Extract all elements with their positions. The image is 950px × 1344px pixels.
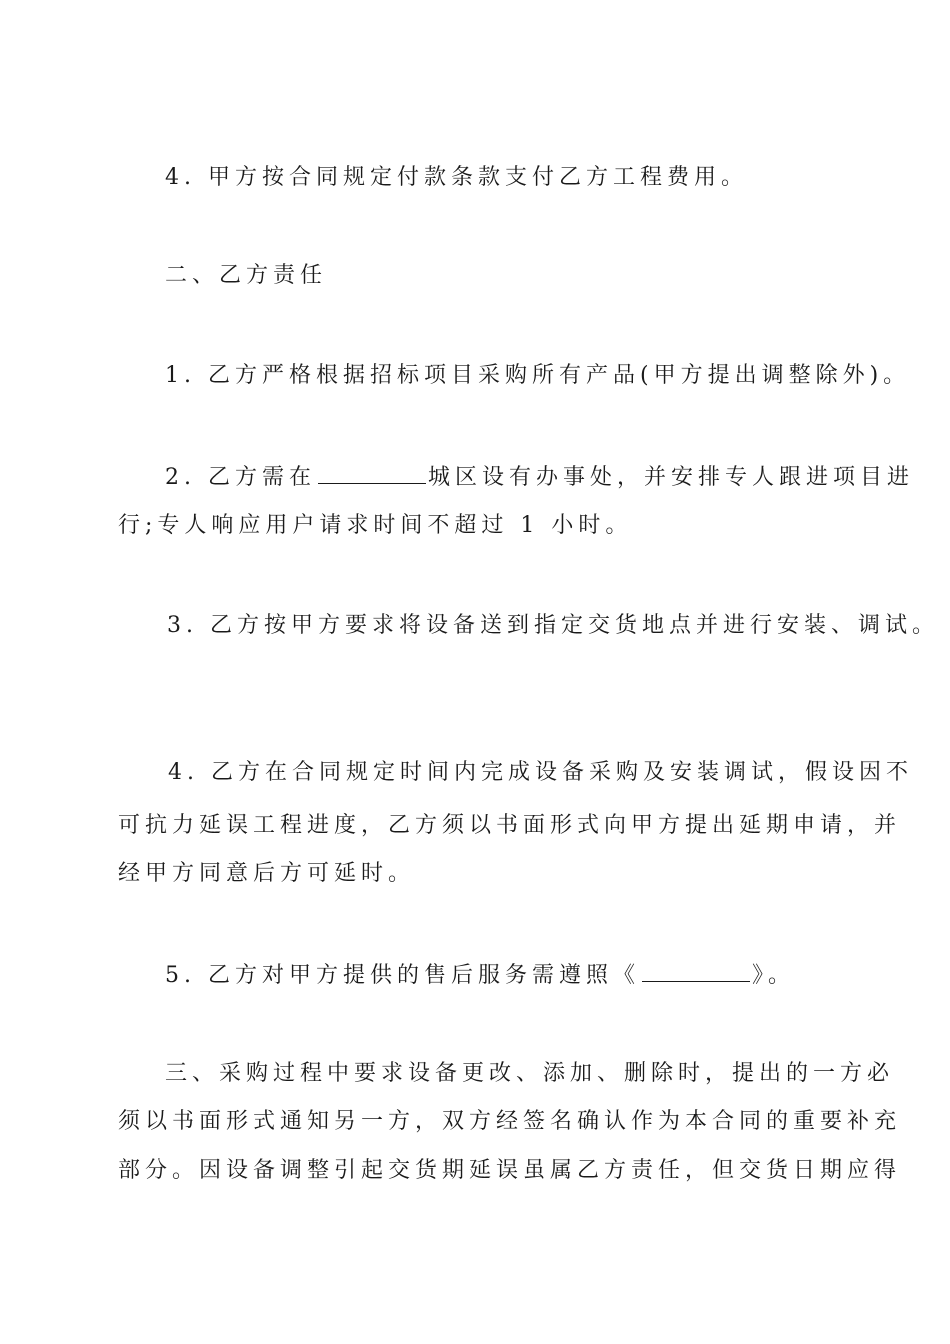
section-3-line3: 部分。因设备调整引起交货期延误虽属乙方责任，但交货日期应得: [118, 1158, 902, 1183]
clause-b4-line3: 经甲方同意后方可延时。: [118, 861, 416, 886]
fill-in-blank: [318, 461, 426, 484]
clause-b4-line2: 可抗力延误工程进度，乙方须以书面形式向甲方提出延期申请，并: [118, 813, 902, 838]
clause-b1: 1. 乙方严格根据招标项目采购所有产品(甲方提出调整除外)。: [165, 363, 911, 388]
clause-b5: [165, 959, 795, 991]
clause-b4-line1: 4. 乙方在合同规定时间内完成设备采购及安装调试，假设因不: [168, 760, 913, 785]
clause-b2-suffix: 城区设有办事处，并安排专人跟进项目进: [427, 465, 914, 490]
section-3-line1: 三、采购过程中要求设备更改、添加、删除时，提出的一方必: [165, 1061, 895, 1086]
clause-b2-line1: [165, 461, 914, 493]
section-3-line2: 须以书面形式通知另一方，双方经签名确认作为本合同的重要补充: [118, 1109, 902, 1134]
clause-b2-prefix: 2. 乙方需在: [165, 465, 316, 490]
clause-a4: 4. 甲方按合同规定付款条款支付乙方工程费用。: [165, 165, 748, 190]
clause-b5-prefix: 5. 乙方对甲方提供的售后服务需遵照《: [165, 963, 640, 988]
fill-in-blank: [642, 959, 750, 982]
clause-b5-suffix: 》。: [752, 963, 796, 988]
clause-b3: 3. 乙方按甲方要求将设备送到指定交货地点并进行安装、调试。: [167, 613, 939, 638]
section-heading-2: 二、乙方责任: [165, 263, 328, 288]
clause-b2-line2: 行;专人响应用户请求时间不超过 1 小时。: [118, 513, 633, 538]
